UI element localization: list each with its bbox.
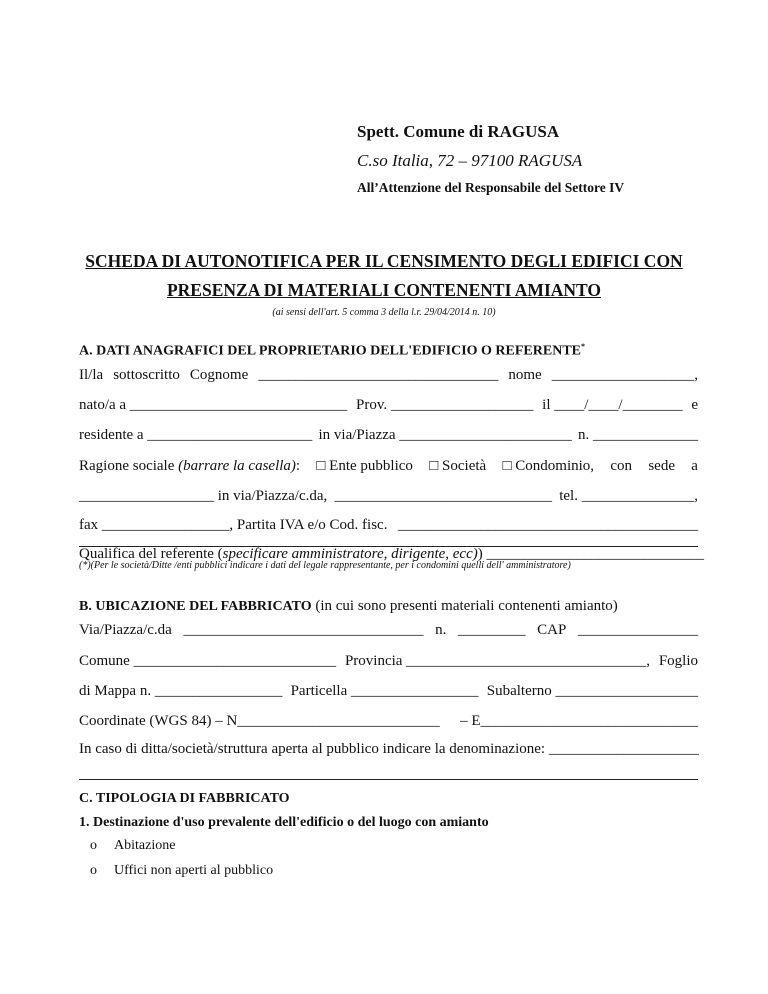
province-field[interactable]: Prov. ___________________ — [356, 397, 534, 413]
form-line-denomination — [79, 741, 698, 758]
residence-field[interactable]: residente a ______________________ — [79, 427, 313, 443]
divider — [79, 546, 698, 547]
option-label: Abitazione — [114, 838, 176, 853]
footnote-mark: * — [581, 342, 585, 351]
street-number-field[interactable]: n. ______________ — [578, 427, 698, 443]
form-line-company-address — [79, 488, 698, 505]
option-abitazione[interactable] — [90, 838, 175, 854]
map-number-field[interactable]: di Mappa n. _________________ — [79, 683, 283, 699]
form-line-location-street — [79, 622, 698, 639]
company-street-field[interactable]: _____________________________ — [334, 488, 553, 504]
text-segment: specificare amministratore, dirigente, ecc) — [222, 546, 478, 562]
text-segment: Cognome — [189, 367, 249, 383]
denomination-field[interactable]: In caso di ditta/società/struttura aperta al pubblico indicare la denominazione: ____________________ — [79, 741, 699, 757]
form-line-cadastral — [79, 683, 698, 700]
text-segment: con — [610, 458, 633, 474]
radio-bullet: o — [90, 838, 97, 853]
section-b-heading-note: (in cui sono presenti materiali contenenti amianto) — [311, 598, 618, 614]
text-segment: Ragione sociale — [79, 458, 179, 474]
text-segment: Via/Piazza/c.da — [79, 622, 172, 638]
question-1: 1. Destinazione d'uso prevalente dell'edificio o del luogo con amianto — [79, 815, 489, 830]
location-street-field[interactable]: ________________________________ — [183, 622, 424, 638]
text-segment: sede — [648, 458, 675, 474]
document-title-line2: PRESENZA DI MATERIALI CONTENENTI AMIANTO — [166, 280, 601, 300]
form-line-coordinates — [79, 713, 698, 730]
text-segment: e — [691, 397, 698, 413]
birthplace-field[interactable]: nato/a a _____________________________ — [79, 397, 348, 413]
footnote: (*)(Per le società/Ditte /enti pubblici indicare i dati del legale rappresentante, per i condomini quelli dell' amministratore) — [79, 560, 571, 571]
form-line-location-city — [79, 653, 698, 670]
divider — [79, 779, 698, 780]
longitude-field[interactable]: – E_____________________________ — [460, 713, 698, 729]
text-segment: (barrare la casella) — [178, 458, 296, 474]
cognome-field[interactable]: ________________________________ — [258, 367, 499, 383]
form-line-birth — [79, 397, 698, 414]
text-segment: nome — [508, 367, 542, 383]
text-segment: Ragione sociale (barrare la casella): — [79, 458, 301, 474]
radio-bullet: o — [90, 863, 97, 878]
section-a-heading — [79, 342, 585, 360]
form-line-fax — [79, 517, 698, 534]
company-city-field[interactable]: __________________ in via/Piazza/c.da, — [79, 488, 328, 504]
section-b-heading-text: B. UBICAZIONE DEL FABBRICATO — [79, 599, 312, 614]
recipient-attention: All’Attenzione del Responsabile del Settore IV — [357, 180, 625, 195]
option-label: Uffici non aperti al pubblico — [114, 863, 274, 878]
section-c-heading: C. TIPOLOGIA DI FABBRICATO — [79, 791, 290, 806]
latitude-field[interactable]: Coordinate (WGS 84) – N___________________________ — [79, 713, 440, 729]
role-field[interactable]: _____________________________ — [486, 546, 704, 562]
condominio-checkbox[interactable]: □ Condominio, — [502, 458, 595, 474]
text-segment: Il/la — [79, 367, 104, 383]
location-province-field[interactable]: Provincia ________________________________, — [344, 653, 650, 669]
vat-field[interactable]: ________________________________________ — [398, 517, 698, 533]
ente-pubblico-checkbox[interactable]: □ Ente pubblico — [316, 458, 413, 474]
document-title-line1: SCHEDA DI AUTONOTIFICA PER IL CENSIMENTO DEGLI EDIFICI CON — [85, 251, 683, 271]
form-line-company-type — [79, 458, 698, 475]
text-segment: sottoscritto — [113, 367, 180, 383]
section-b-heading — [79, 598, 618, 615]
text-segment: Foglio — [658, 653, 698, 669]
nome-field[interactable]: ___________________, — [551, 367, 698, 383]
societa-checkbox[interactable]: □ Società — [429, 458, 487, 474]
location-number-field[interactable]: _________ — [457, 622, 526, 638]
location-city-field[interactable]: Comune ___________________________ — [79, 653, 337, 669]
text-segment: ) — [477, 546, 487, 562]
recipient-name: Spett. Comune di RAGUSA — [357, 122, 560, 141]
text-segment: a — [691, 458, 698, 474]
parcel-field[interactable]: Particella _________________ — [290, 683, 479, 699]
form-line-name — [79, 367, 698, 384]
phone-field[interactable]: tel. _______________, — [559, 488, 698, 504]
form-line-residence — [79, 427, 698, 444]
text-segment: Qualifica del referente ( — [79, 546, 223, 562]
recipient-address: C.so Italia, 72 – 97100 RAGUSA — [357, 151, 583, 170]
street-field[interactable]: in via/Piazza _______________________ — [318, 427, 572, 443]
cap-field[interactable]: ________________ — [577, 622, 698, 638]
document-subtitle: (ai sensi dell'art. 5 comma 3 della l.r. 29/04/2014 n. 10) — [272, 307, 496, 318]
section-a-heading-text: A. DATI ANAGRAFICI DEL PROPRIETARIO DELL'EDIFICIO O REFERENTE — [79, 343, 581, 359]
text-segment: n. — [435, 622, 447, 638]
fax-field[interactable]: fax _________________, Partita IVA e/o Cod. fisc. — [79, 517, 388, 533]
text-segment: CAP — [537, 622, 567, 638]
option-uffici[interactable] — [90, 863, 273, 879]
subunit-field[interactable]: Subalterno ___________________ — [486, 683, 698, 699]
birthdate-field[interactable]: il ____/____/________ — [542, 397, 683, 413]
